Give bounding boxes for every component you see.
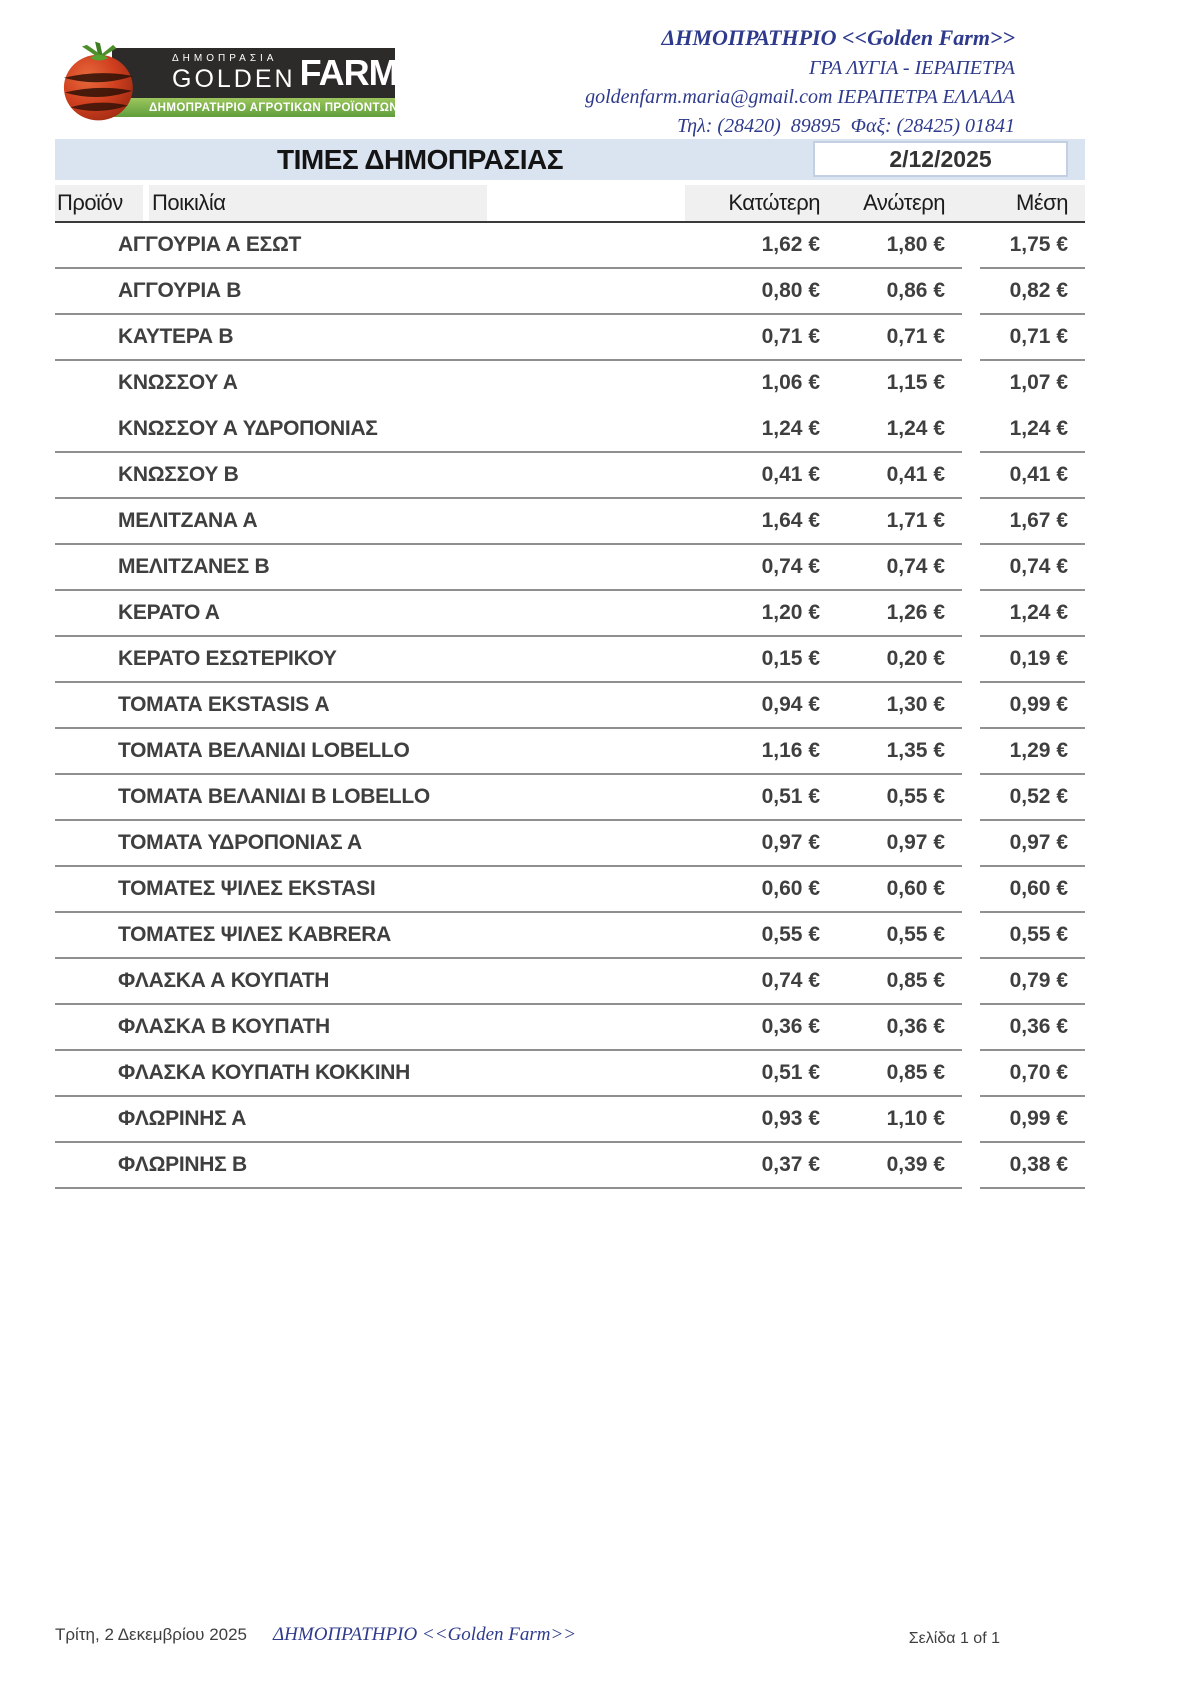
row-price-high: 0,20 €: [886, 647, 945, 670]
row-price-avg: 0,82 €: [1009, 279, 1068, 302]
table-row: [55, 959, 1085, 1005]
table-row: [55, 775, 1085, 821]
footer-company: ΔΗΜΟΠΡΑΤΗΡΙΟ <<Golden Farm>>: [273, 1624, 577, 1645]
row-price-high: 0,85 €: [886, 969, 945, 992]
company-location: ΓΡΑ ΛΥΓΙΑ - ΙΕΡΑΠΕΤΡΑ: [808, 56, 1015, 79]
table-row: [55, 361, 1085, 407]
row-price-low: 1,24 €: [761, 417, 820, 440]
row-price-high: 0,74 €: [886, 555, 945, 578]
table-header-row: [55, 185, 1085, 223]
row-price-avg: 0,71 €: [1009, 325, 1068, 348]
row-price-avg: 0,38 €: [1009, 1153, 1068, 1176]
row-price-avg: 0,70 €: [1009, 1061, 1068, 1084]
table-row: [55, 1143, 1085, 1189]
table-row: [55, 913, 1085, 959]
row-price-avg: 1,07 €: [1009, 371, 1068, 394]
price-table: [55, 185, 1085, 1189]
page-title: ΤΙΜΕΣ ΔΗΜΟΠΡΑΣΙΑΣ: [276, 143, 564, 175]
row-variety-label: ΜΕΛΙΤΖΑΝΕΣ Β: [118, 555, 270, 578]
column-header-product: Προϊόν: [57, 190, 123, 215]
row-price-avg: 0,19 €: [1009, 647, 1068, 670]
row-price-avg: 1,67 €: [1009, 509, 1068, 532]
row-price-avg: 0,99 €: [1009, 1107, 1068, 1130]
row-price-low: 0,94 €: [761, 693, 820, 716]
row-price-low: 0,80 €: [761, 279, 820, 302]
logo-farm-text: FARM: [299, 52, 398, 93]
row-price-avg: 0,52 €: [1009, 785, 1068, 808]
table-row: [55, 1051, 1085, 1097]
table-row: [55, 407, 1085, 453]
row-price-low: 1,64 €: [761, 509, 820, 532]
row-price-low: 0,51 €: [761, 1061, 820, 1084]
row-price-low: 0,97 €: [761, 831, 820, 854]
row-price-low: 1,06 €: [761, 371, 820, 394]
logo-golden-text: GOLDEN: [172, 65, 296, 93]
row-price-low: 0,71 €: [761, 325, 820, 348]
column-header-variety: Ποικιλία: [152, 190, 226, 215]
table-row: [55, 683, 1085, 729]
row-variety-label: ΤΟΜΑΤΑ ΒΕΛΑΝΙΔΙ Β LOBELLO: [118, 785, 430, 808]
row-variety-label: ΤΟΜΑΤΕΣ ΨΙΛΕΣ KABRERA: [118, 923, 391, 946]
row-variety-label: ΦΛΩΡΙΝΗΣ Β: [118, 1153, 247, 1176]
row-price-high: 0,36 €: [886, 1015, 945, 1038]
row-price-low: 0,74 €: [761, 555, 820, 578]
row-price-avg: 0,55 €: [1009, 923, 1068, 946]
table-row: [55, 315, 1085, 361]
footer-page-number: Σελίδα 1 of 1: [908, 1630, 1000, 1647]
tomato-icon: [50, 40, 150, 122]
row-price-avg: 0,74 €: [1009, 555, 1068, 578]
auction-date: 2/12/2025: [813, 141, 1068, 177]
row-variety-label: ΜΕΛΙΤΖΑΝΑ Α: [118, 509, 258, 532]
row-price-high: 1,24 €: [886, 417, 945, 440]
row-price-low: 0,60 €: [761, 877, 820, 900]
row-variety-label: ΚΑΥΤΕΡΑ Β: [118, 325, 234, 348]
row-price-avg: 0,99 €: [1009, 693, 1068, 716]
row-separator: [55, 1187, 962, 1189]
row-price-high: 1,15 €: [886, 371, 945, 394]
column-header-low: Κατώτερη: [728, 190, 820, 215]
company-email: goldenfarm.maria@gmail.com ΙΕΡΑΠΕΤΡΑ ΕΛΛΑΔΑ: [585, 85, 1015, 108]
row-price-low: 0,51 €: [761, 785, 820, 808]
company-header: [585, 22, 1015, 141]
row-variety-label: ΚΝΩΣΣΟΥ Β: [118, 463, 239, 486]
row-price-high: 1,30 €: [886, 693, 945, 716]
row-variety-label: ΦΛΩΡΙΝΗΣ Α: [118, 1107, 247, 1130]
table-row: [55, 269, 1085, 315]
row-price-high: 0,55 €: [886, 923, 945, 946]
row-price-high: 1,71 €: [886, 509, 945, 532]
row-price-high: 1,35 €: [886, 739, 945, 762]
golden-farm-logo: [50, 40, 399, 118]
row-price-high: 1,80 €: [886, 233, 945, 256]
row-price-avg: 0,79 €: [1009, 969, 1068, 992]
table-row: [55, 453, 1085, 499]
row-price-avg: 1,24 €: [1009, 417, 1068, 440]
row-price-avg: 0,41 €: [1009, 463, 1068, 486]
row-price-high: 0,60 €: [886, 877, 945, 900]
table-row: [55, 223, 1085, 269]
row-price-low: 1,16 €: [761, 739, 820, 762]
row-variety-label: ΚΝΩΣΣΟΥ Α: [118, 371, 238, 394]
table-row: [55, 729, 1085, 775]
row-variety-label: ΑΓΓΟΥΡΙΑ Α ΕΣΩΤ: [118, 233, 302, 256]
row-variety-label: ΦΛΑΣΚΑ Β ΚΟΥΠΑΤΗ: [118, 1015, 330, 1038]
row-price-high: 1,26 €: [886, 601, 945, 624]
row-price-avg: 0,97 €: [1009, 831, 1068, 854]
table-body: [55, 223, 1085, 1189]
row-variety-label: ΚΕΡΑΤΟ Α: [118, 601, 220, 624]
row-variety-label: ΑΓΓΟΥΡΙΑ Β: [118, 279, 242, 302]
row-price-high: 0,41 €: [886, 463, 945, 486]
row-price-low: 1,62 €: [761, 233, 820, 256]
footer-left: [55, 1624, 576, 1646]
row-price-low: 0,74 €: [761, 969, 820, 992]
row-variety-label: ΦΛΑΣΚΑ ΚΟΥΠΑΤΗ ΚΟΚΚΙΝΗ: [118, 1061, 410, 1084]
footer-date: Τρίτη, 2 Δεκεμβρίου 2025: [55, 1625, 248, 1644]
table-row: [55, 499, 1085, 545]
table-row: [55, 867, 1085, 913]
row-variety-label: ΦΛΑΣΚΑ Α ΚΟΥΠΑΤΗ: [118, 969, 330, 992]
logo-auction-word: ΔΗΜΟΠΡΑΣΙΑ: [172, 53, 278, 64]
logo-green-banner: [112, 98, 399, 117]
row-price-avg: 0,60 €: [1009, 877, 1068, 900]
row-price-avg: 1,29 €: [1009, 739, 1068, 762]
table-row: [55, 821, 1085, 867]
row-variety-label: ΚΕΡΑΤΟ ΕΣΩΤΕΡΙΚΟΥ: [118, 647, 337, 670]
row-price-high: 1,10 €: [886, 1107, 945, 1130]
column-header-avg: Μέση: [1016, 190, 1068, 215]
row-price-low: 1,20 €: [761, 601, 820, 624]
row-variety-label: ΤΟΜΑΤΑ ΥΔΡΟΠΟΝΙΑΣ Α: [118, 831, 362, 854]
column-header-high: Ανώτερη: [863, 190, 945, 215]
row-price-low: 0,36 €: [761, 1015, 820, 1038]
table-row: [55, 591, 1085, 637]
row-variety-label: ΤΟΜΑΤΑ EKSTASIS Α: [118, 693, 330, 716]
row-price-low: 0,41 €: [761, 463, 820, 486]
row-price-high: 0,86 €: [886, 279, 945, 302]
row-price-high: 0,85 €: [886, 1061, 945, 1084]
row-variety-label: ΚΝΩΣΣΟΥ Α ΥΔΡΟΠΟΝΙΑΣ: [118, 417, 378, 440]
row-price-avg: 1,75 €: [1009, 233, 1068, 256]
row-price-high: 0,55 €: [886, 785, 945, 808]
table-row: [55, 545, 1085, 591]
table-row: [55, 1005, 1085, 1051]
logo-dark-banner: [112, 48, 398, 98]
row-price-low: 0,55 €: [761, 923, 820, 946]
row-price-avg: 0,36 €: [1009, 1015, 1068, 1038]
table-row: [55, 1097, 1085, 1143]
row-price-high: 0,39 €: [886, 1153, 945, 1176]
row-variety-label: ΤΟΜΑΤΑ ΒΕΛΑΝΙΔΙ LOBELLO: [118, 739, 410, 762]
row-price-high: 0,71 €: [886, 325, 945, 348]
row-variety-label: ΤΟΜΑΤΕΣ ΨΙΛΕΣ EKSTASI: [118, 877, 376, 900]
row-price-avg: 1,24 €: [1009, 601, 1068, 624]
company-phone-fax: Τηλ: (28420) 89895 Φαξ: (28425) 01841: [677, 114, 1015, 137]
table-row: [55, 637, 1085, 683]
row-price-high: 0,97 €: [886, 831, 945, 854]
row-price-low: 0,37 €: [761, 1153, 820, 1176]
logo-tagline: ΔΗΜΟΠΡΑΤΗΡΙΟ ΑΓΡΟΤΙΚΩΝ ΠΡΟΪΟΝΤΩΝ: [148, 101, 399, 114]
row-price-low: 0,15 €: [761, 647, 820, 670]
title-bar: [55, 139, 1085, 180]
company-name: ΔΗΜΟΠΡΑΤΗΡΙΟ <<Golden Farm>>: [661, 25, 1015, 50]
row-separator-avg: [980, 1187, 1085, 1189]
row-price-low: 0,93 €: [761, 1107, 820, 1130]
